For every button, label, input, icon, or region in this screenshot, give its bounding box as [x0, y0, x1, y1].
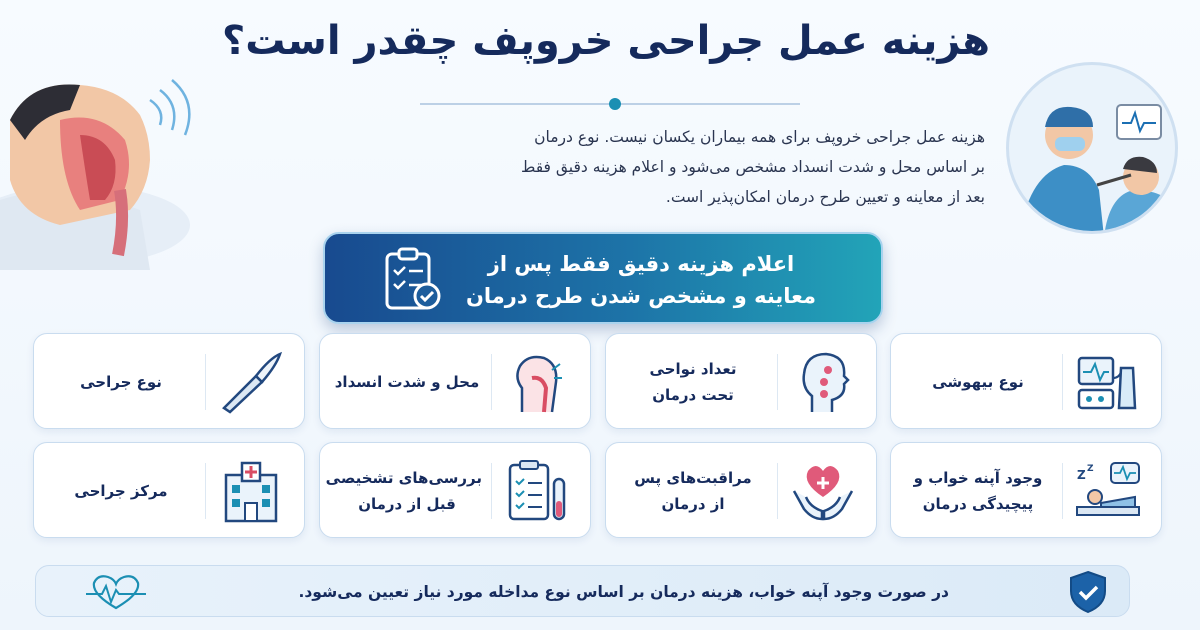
factor-card-aftercare [605, 442, 877, 538]
card-label-line: از درمان [661, 495, 725, 513]
card-label-line: تعداد نواحی [649, 360, 737, 378]
page-title: هزینه عمل جراحی خروپف چقدر است؟ [222, 18, 990, 64]
heartbeat-icon [84, 572, 148, 612]
heart-hands-icon [788, 457, 858, 527]
factor-card-surgical-center [33, 442, 305, 538]
card-divider [777, 463, 778, 519]
card-label-line: مرکز جراحی [74, 482, 168, 500]
anesthesia-machine-icon [1073, 348, 1143, 418]
price-banner [323, 232, 883, 324]
card-label [325, 443, 482, 539]
title-divider-dot [609, 98, 621, 110]
doctor-patient-illustration [1006, 62, 1178, 234]
banner-line: اعلام هزینه دقیق فقط پس از [487, 252, 795, 276]
card-label-line: وجود آپنه خواب و [913, 469, 1043, 487]
head-profile-icon [788, 348, 858, 418]
factor-card-diagnostics [319, 442, 591, 538]
card-divider [205, 354, 206, 410]
intro-line: بعد از معاینه و تعیین طرح درمان امکان‌پذیر است. [665, 188, 985, 206]
shield-check-icon [1065, 569, 1111, 615]
card-label [903, 334, 1053, 430]
footer-text: در صورت وجود آپنه خواب، هزینه درمان بر اساس نوع مداخله مورد نیاز تعیین می‌شود. [298, 583, 949, 601]
banner-line: معاینه و مشخص شدن طرح درمان [465, 284, 817, 308]
card-divider [1062, 354, 1063, 410]
checklist-test-icon [502, 457, 572, 527]
svg-text:Z: Z [1077, 468, 1086, 482]
intro-line: هزینه عمل جراحی خروپف برای همه بیماران یکسان نیست. نوع درمان [534, 128, 985, 146]
footer-note [35, 565, 1130, 617]
card-label-line: مراقبت‌های پس [634, 469, 752, 487]
card-label [618, 334, 768, 430]
hospital-icon [216, 457, 286, 527]
card-label-line: نوع جراحی [80, 373, 162, 391]
intro-line: بر اساس محل و شدت انسداد مشخص می‌شود و اعلام هزینه دقیق فقط [520, 158, 985, 176]
card-label-line: محل و شدت انسداد [334, 373, 480, 391]
factor-card-sleep-apnea [890, 442, 1162, 538]
card-label-line: پیچیدگی درمان [922, 495, 1034, 513]
factor-card-treatment-areas [605, 333, 877, 429]
scalpel-icon [216, 348, 286, 418]
card-label-line: نوع بیهوشی [932, 373, 1024, 391]
card-divider [491, 463, 492, 519]
sleeping-patient-icon [1073, 457, 1143, 527]
snoring-man-illustration [0, 40, 225, 270]
card-label-line: بررسی‌های تشخیصی [325, 469, 482, 487]
card-divider [205, 463, 206, 519]
intro-paragraph [250, 122, 985, 212]
card-label [332, 334, 482, 430]
card-label [46, 334, 196, 430]
card-label [903, 443, 1053, 539]
banner-text [461, 248, 821, 312]
factor-card-anesthesia [890, 333, 1162, 429]
clipboard-check-icon [377, 246, 445, 314]
airway-icon [502, 348, 572, 418]
card-label [46, 443, 196, 539]
card-divider [777, 354, 778, 410]
svg-text:Z: Z [1087, 464, 1094, 474]
factor-card-surgery-type [33, 333, 305, 429]
card-divider [491, 354, 492, 410]
card-label-line: قبل از درمان [358, 495, 456, 513]
card-label [618, 443, 768, 539]
card-label-line: تحت درمان [652, 386, 734, 404]
factor-card-obstruction [319, 333, 591, 429]
card-divider [1062, 463, 1063, 519]
